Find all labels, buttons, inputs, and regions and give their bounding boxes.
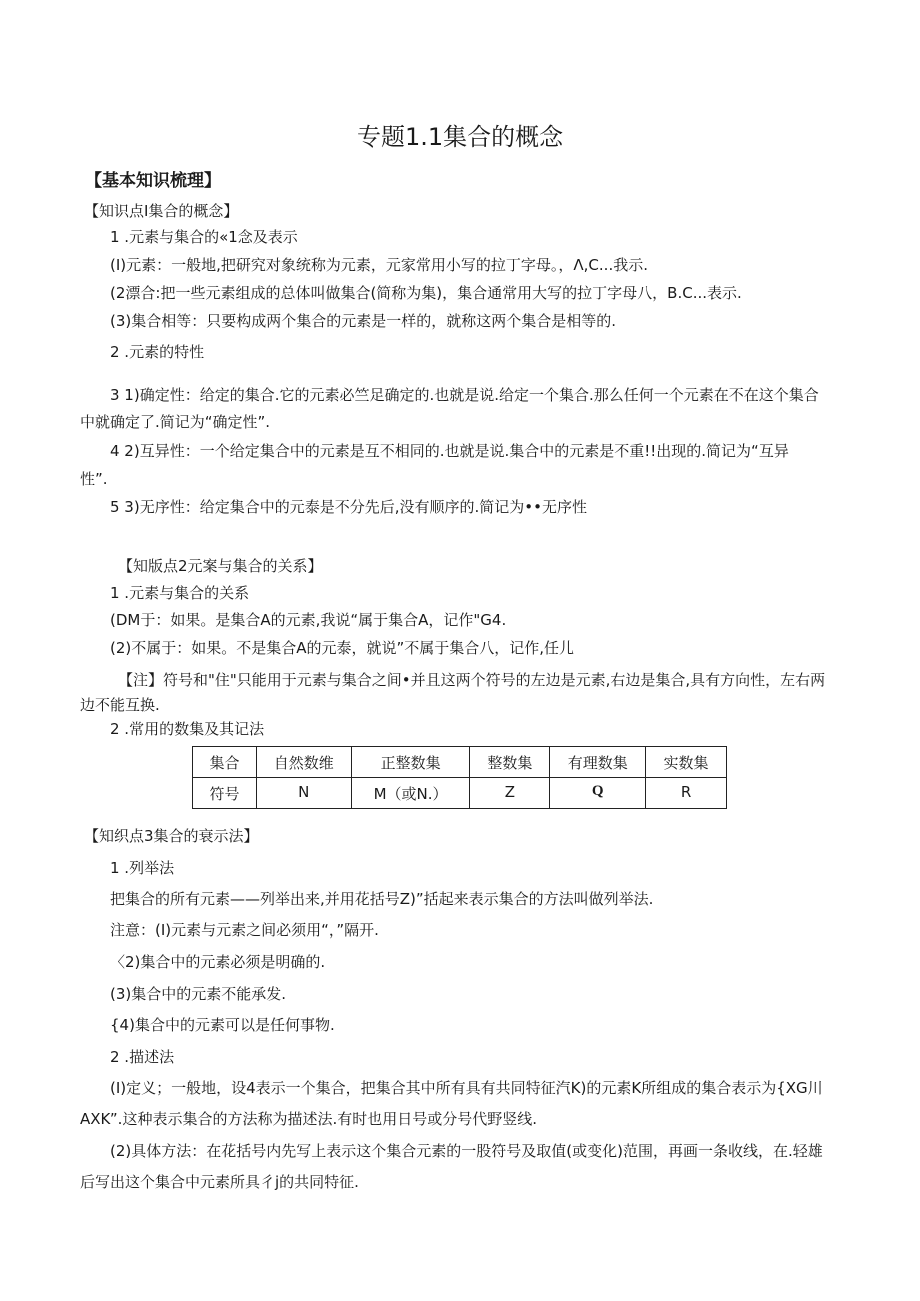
number-sets-table (192, 746, 727, 809)
kp2-line2: (2)不属于：如果。不是集合A的元泰，就说”不属于集合八，记作,任儿 (110, 639, 575, 657)
table-cell: R (646, 778, 727, 809)
kp2-item2-title: 2 .常用的数集及其记法 (110, 720, 265, 738)
kp3-line4: (3)集合中的元素不能承发. (110, 985, 287, 1003)
table-cell: M（或N.） (351, 778, 470, 809)
kp1-heading: 【知识点I集合的概念】 (84, 202, 239, 220)
kp3-def-line2: AXK”.这种表示集合的方法称为描述法.有时也用日号或分号代野竖线. (80, 1110, 537, 1128)
kp1-p5-line1: 5 3)无序性：给定集合中的元泰是不分先后,没有顺序的.简记为••无序性 (110, 498, 587, 516)
kp1-item1-line2: (2漂合:把一些元素组成的总体叫做集合(简称为集)，集合通常用大写的拉丁字母八，B.C...表示. (110, 284, 742, 302)
kp3-line3: 〈2)集合中的元素必须是明确的. (110, 953, 326, 971)
kp1-p4-line1: 4 2)互异性：一个给定集合中的元素是互不相同的.也就是说.集合中的元素是不重!!出现的.简记为“互异 (110, 442, 789, 460)
kp2-item1-title: 1 .元素与集合的关系 (110, 584, 250, 602)
table-cell: 有理数集 (550, 747, 646, 778)
kp1-p3-line1: 3 1)确定性：给定的集合.它的元素必竺足确定的.也就是说.给定一个集合.那么任何一个元素在不在这个集合 (110, 386, 819, 404)
kp3-line1: 把集合的所有元素——列举出来,并用花括号Z)”括起来表示集合的方法叫做列举法. (110, 890, 654, 908)
table-cell: N (256, 778, 351, 809)
kp1-item1-line1: (I)元素：一般地,把研究对象统称为元素，元家常用小写的拉丁字母。，Λ,C...我示. (110, 256, 648, 274)
kp3-heading: 【知织点3集合的衰示法】 (84, 827, 259, 845)
kp1-item1-line3: (3)集合相等：只要构成两个集合的元素是一样的，就称这两个集合是相等的. (110, 312, 617, 330)
table-cell: 自然数维 (256, 747, 351, 778)
kp2-note-line2: 边不能互换. (80, 696, 160, 714)
table-cell: 符号 (193, 778, 257, 809)
kp2-heading: 【知版点2元案与集合的关系】 (118, 557, 323, 575)
kp1-item2-title: 2 .元素的特性 (110, 343, 205, 361)
page-title: 专题1.1集合的概念 (357, 123, 564, 151)
kp2-note-line1: 【注】符号和"住"只能用于元素与集合之间•并且这两个符号的左边是元素,右边是集合,具有方向性，左右两 (118, 671, 826, 689)
kp3-method-line1: (2)具体方法：在花括号内先写上表示这个集合元素的一股符号及取值(或变化)范围，再画一条收线，在.轻雄 (110, 1142, 823, 1160)
section-heading-basic: 【基本知识梳理】 (85, 171, 221, 191)
kp1-p4-line2: 性”. (80, 470, 108, 488)
kp3-line2: 注意：(I)元素与元素之间必须用“，”隔开. (110, 921, 379, 939)
table-cell: 实数集 (646, 747, 727, 778)
kp3-method-line2: 后写出这个集合中元素所具彳j的共同特征. (80, 1173, 359, 1191)
kp3-item1-title: 1 .列举法 (110, 859, 175, 877)
kp2-line1: (DM于：如果。是集合A的元素,我说“属于集合A，记作"G4. (110, 611, 507, 629)
kp3-def-line1: (I)定义；一般地，设4表示一个集合，把集合其中所有具有共同特征汽K)的元素K所组成的集合表示为{XG川 (110, 1079, 823, 1097)
kp3-item2-title: 2 .描述法 (110, 1048, 175, 1066)
table-cell: 整数集 (470, 747, 550, 778)
table-cell: 正整数集 (351, 747, 470, 778)
table-row (193, 778, 727, 809)
kp1-p3-line2: 中就确定了.简记为“确定性”. (80, 413, 271, 431)
table-cell: 集合 (193, 747, 257, 778)
kp1-item1-title: 1 .元素与集合的«1念及表示 (110, 228, 298, 246)
table-cell: Q (550, 778, 646, 809)
kp3-line5: {4)集合中的元素可以是任何事物. (110, 1016, 335, 1034)
table-row (193, 747, 727, 778)
table-cell: Z (470, 778, 550, 809)
